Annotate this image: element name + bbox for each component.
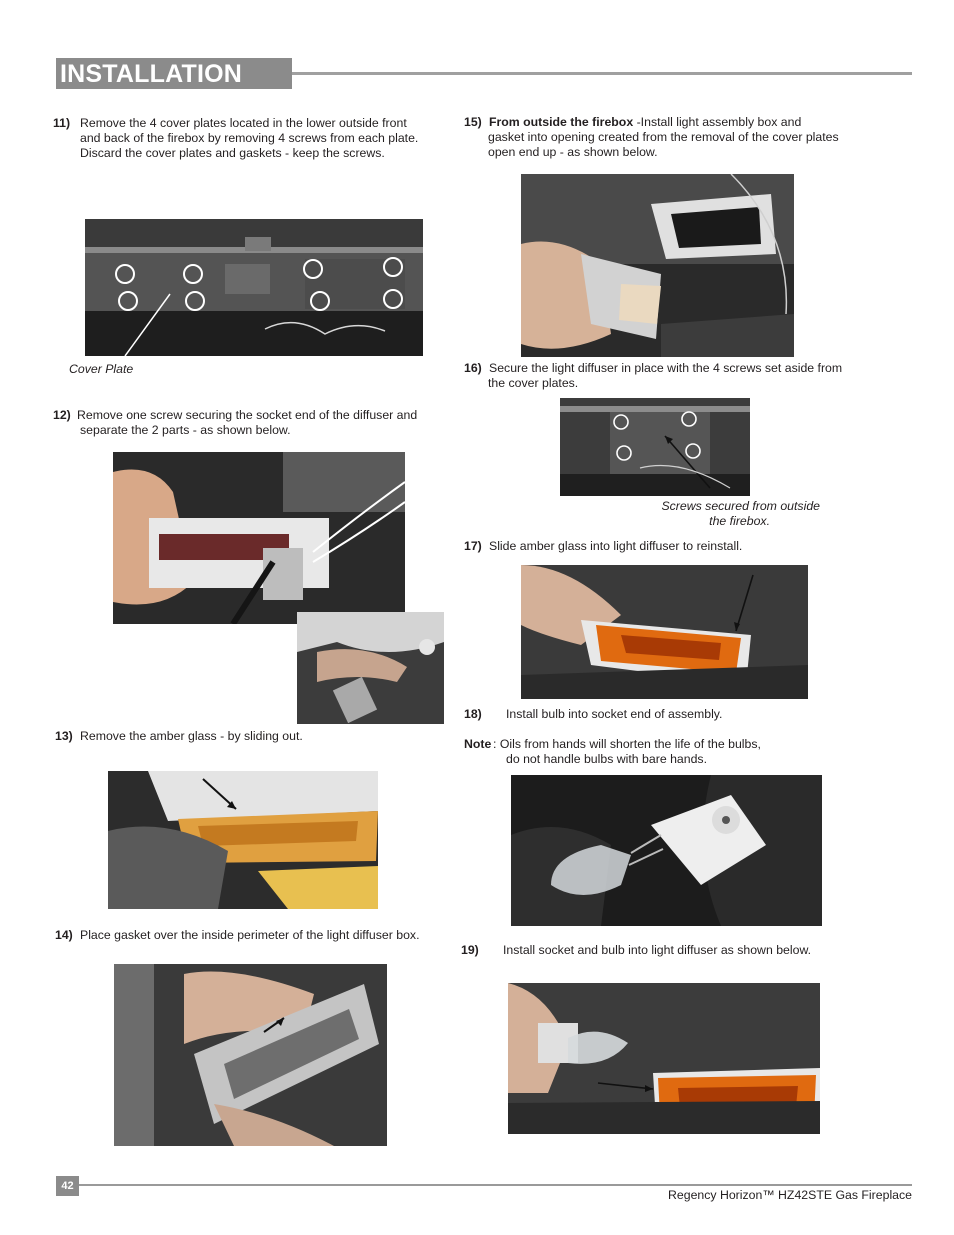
- step-text-line-1: Remove the 4 cover plates located in the lower outside front: [80, 116, 407, 130]
- photo-socket-installed: [508, 983, 820, 1134]
- photo-bulb-socket: [511, 775, 822, 926]
- step-number: 12): [53, 408, 71, 422]
- step-number: 17): [464, 539, 482, 553]
- step-text: Place gasket over the inside perimeter of the light diffuser box.: [80, 928, 420, 942]
- photo-cover-plates: [85, 219, 423, 356]
- step-text-line-2: and back of the firebox by removing 4 screws from each plate.: [80, 131, 419, 145]
- step-14: [55, 928, 435, 944]
- step-15: [464, 115, 864, 161]
- caption-screws-line-2: the firebox.: [709, 514, 770, 528]
- note-label: Note: [464, 737, 492, 751]
- step-19: [461, 943, 861, 959]
- step-text-line-3: open end up - as shown below.: [488, 145, 658, 159]
- footer-product-name: Regency Horizon™ HZ42STE Gas Fireplace: [668, 1188, 912, 1202]
- header-rule: [292, 72, 912, 75]
- step-18: [464, 707, 864, 723]
- photo-reinstall-amber-glass: [521, 565, 808, 699]
- photo-install-light-box: [521, 174, 794, 357]
- step-bold-text: From outside the firebox: [489, 115, 634, 129]
- step-11: [53, 116, 433, 162]
- step-number: 11): [53, 116, 71, 130]
- step-text-line-2: separate the 2 parts - as shown below.: [80, 423, 291, 437]
- footer-rule: [79, 1184, 912, 1186]
- photo-gasket: [114, 964, 387, 1146]
- step-text: Install bulb into socket end of assembly.: [506, 707, 723, 721]
- step-16: [464, 361, 864, 393]
- step-12: [53, 408, 433, 440]
- caption-screws-line-1: Screws secured from outside: [661, 499, 820, 513]
- step-number: 13): [55, 729, 73, 743]
- step-number: 19): [461, 943, 479, 957]
- step-text-line-1: -Install light assembly box and: [633, 115, 802, 129]
- step-number: 18): [464, 707, 482, 721]
- page-title: INSTALLATION: [60, 60, 243, 88]
- step-text-line-3: Discard the cover plates and gaskets - keep the screws.: [80, 146, 385, 160]
- step-text: Remove the amber glass - by sliding out.: [80, 729, 303, 743]
- caption-cover-plate: Cover Plate: [69, 362, 134, 376]
- photo-separate-diffuser: [113, 452, 405, 624]
- step-text: Slide amber glass into light diffuser to reinstall.: [489, 539, 743, 553]
- photo-screws-secured: [560, 398, 750, 496]
- note-text-line-2: do not handle bulbs with bare hands.: [506, 752, 707, 766]
- photo-socket-end: [297, 612, 444, 724]
- step-number: 14): [55, 928, 73, 942]
- step-text-line-2: the cover plates.: [488, 376, 579, 390]
- step-number: 16): [464, 361, 482, 375]
- step-text-line-1: Secure the light diffuser in place with the 4 screws set aside from: [489, 361, 843, 375]
- step-13: [55, 729, 355, 745]
- step-text: Install socket and bulb into light diffuser as shown below.: [503, 943, 812, 957]
- note-text-line-1: : Oils from hands will shorten the life of the bulbs,: [493, 737, 761, 751]
- page-number: 42: [56, 1176, 79, 1196]
- photo-amber-glass: [108, 771, 378, 909]
- step-text-line-2: gasket into opening created from the removal of the cover plates: [488, 130, 839, 144]
- step-17: [464, 539, 864, 555]
- step-number: 15): [464, 115, 482, 129]
- note-bulbs: [464, 737, 864, 769]
- step-text-line-1: Remove one screw securing the socket end of the diffuser and: [77, 408, 418, 422]
